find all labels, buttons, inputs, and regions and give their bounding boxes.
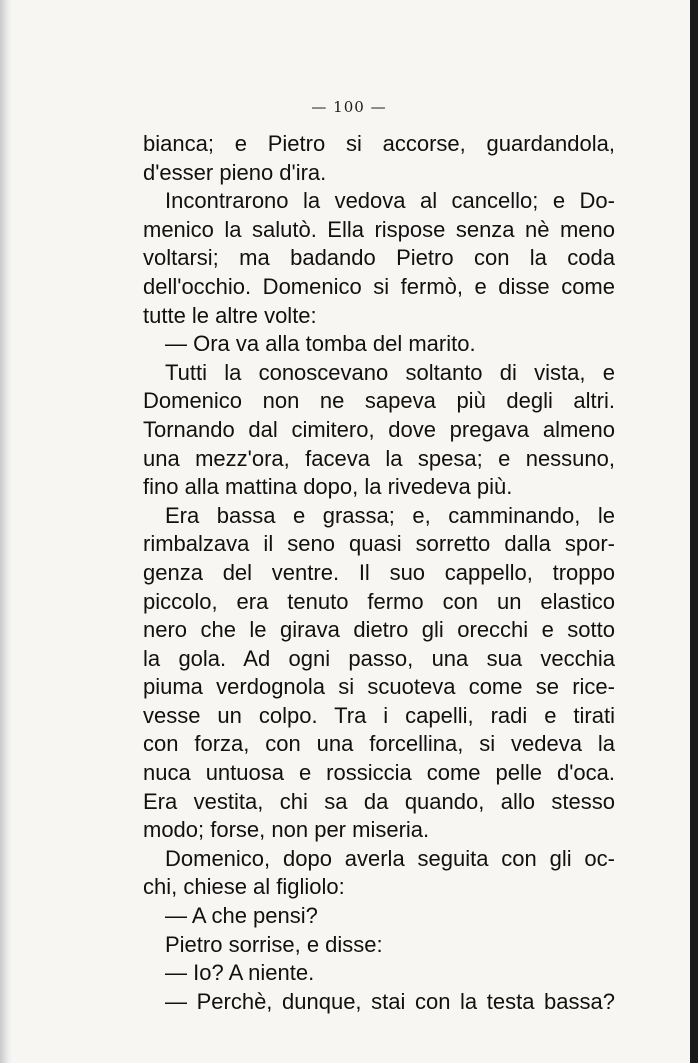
text-line: modo; forse, non per miseria.	[143, 817, 430, 843]
text-line: voltarsi; ma badando Pietro con la coda	[143, 245, 615, 271]
text-line: tutte le altre volte:	[143, 302, 317, 328]
text-line: dell'occhio. Domenico si fermò, e disse come	[143, 273, 615, 299]
text-line: Tutti la conoscevano soltanto di vista, e	[165, 359, 615, 385]
text-line: — Perchè, dunque, stai con la testa bassa?	[165, 988, 615, 1014]
text-line: Pietro sorrise, e disse:	[165, 931, 383, 957]
text-line: Incontrarono la vedova al cancello; e Do-	[165, 188, 615, 214]
page-left-shadow	[0, 0, 12, 1063]
text-line: — Io? A niente.	[165, 960, 315, 986]
text-line: rimbalzava il seno quasi sorretto dalla spor-	[143, 531, 615, 557]
text-line: piccolo, era tenuto fermo con un elastico	[143, 588, 615, 614]
text-line: genza del ventre. Il suo cappello, troppo	[143, 559, 615, 585]
text-line: — Ora va alla tomba del marito.	[165, 331, 476, 357]
text-line: menico la salutò. Ella rispose senza nè meno	[143, 216, 615, 242]
text-line: Tornando dal cimitero, dove pregava almeno	[143, 416, 615, 442]
page-right-border	[690, 0, 698, 1063]
text-line: — A che pensi?	[165, 903, 318, 929]
text-line: nero che le girava dietro gli orecchi e sotto	[143, 617, 615, 643]
body-text	[143, 130, 615, 1016]
text-line: vesse un colpo. Tra i capelli, radi e tirati	[143, 702, 615, 728]
text-line: fino alla mattina dopo, la rivedeva più.	[143, 474, 513, 500]
text-line: d'esser pieno d'ira.	[143, 159, 327, 185]
text-line: bianca; e Pietro si accorse, guardandola,	[143, 131, 615, 156]
text-line: piuma verdognola si scuoteva come se rice-	[143, 674, 615, 700]
text-line: Domenico non ne sapeva più degli altri.	[143, 388, 615, 414]
text-line: una mezz'ora, faceva la spesa; e nessuno,	[143, 445, 615, 471]
text-line: Era bassa e grassa; e, camminando, le	[165, 502, 615, 528]
text-line: la gola. Ad ogni passo, una sua vecchia	[143, 645, 615, 671]
text-line: Era vestita, chi sa da quando, allo stesso	[143, 788, 615, 814]
text-line: Domenico, dopo averla seguita con gli oc-	[165, 845, 615, 871]
text-line: nuca untuosa e rossiccia come pelle d'oca.	[143, 760, 615, 786]
text-line: chi, chiese al figliolo:	[143, 874, 345, 900]
page-number: — 100 —	[311, 98, 387, 116]
text-line: con forza, con una forcellina, si vedeva la	[143, 731, 615, 757]
